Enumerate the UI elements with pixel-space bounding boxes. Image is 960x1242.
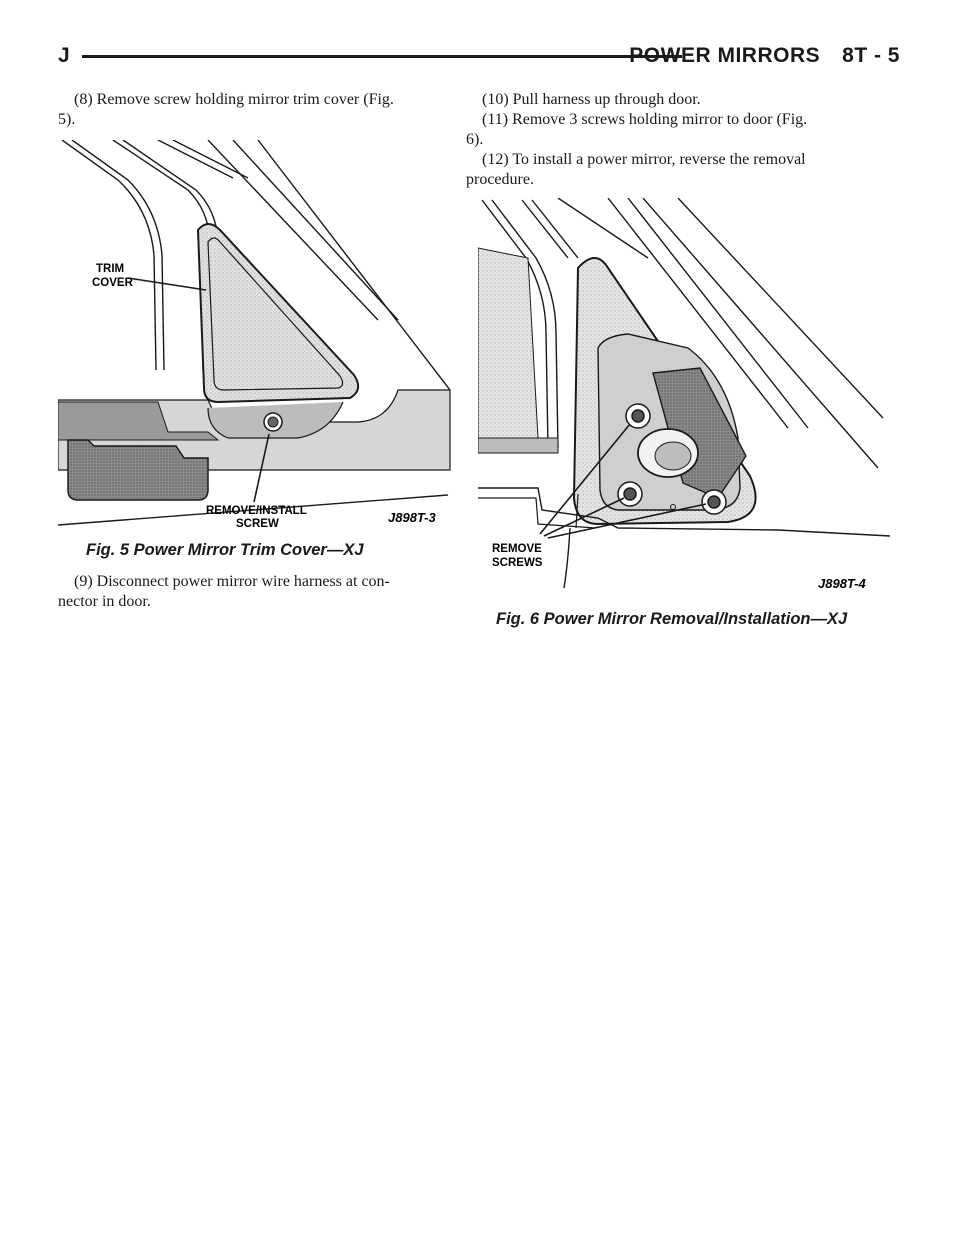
fig6-label-screws-1: REMOVE	[492, 543, 542, 555]
figure-5-trim-cover-illustration	[58, 140, 453, 530]
page-header	[58, 44, 900, 74]
page-title	[629, 44, 900, 68]
fig5-label-screw-2: SCREW	[236, 518, 279, 530]
step-11-line1: (11) Remove 3 screws holding mirror to door (Fig.	[482, 111, 808, 128]
page-number: 8T - 5	[842, 44, 900, 67]
section-title: POWER MIRRORS	[629, 44, 821, 67]
header-rule	[82, 55, 682, 58]
fig6-label-screws-2: SCREWS	[492, 557, 543, 569]
step-12-line1: (12) To install a power mirror, reverse the removal	[482, 151, 806, 168]
step-12-line2: procedure.	[466, 171, 534, 188]
fig5-label-trim-2: COVER	[92, 277, 133, 289]
fig6-code: J898T-4	[818, 576, 866, 591]
fig5-label-screw-1: REMOVE/INSTALL	[206, 505, 307, 517]
step-9-line2: nector in door.	[58, 593, 151, 610]
fig6-caption: Fig. 6 Power Mirror Removal/Installation—XJ	[496, 610, 848, 628]
step-9-line1: (9) Disconnect power mirror wire harness at con-	[74, 573, 390, 590]
step-8-line2: 5).	[58, 111, 76, 128]
fig5-label-trim-1: TRIM	[96, 263, 125, 275]
fig5-caption: Fig. 5 Power Mirror Trim Cover—XJ	[86, 541, 364, 559]
figure-6-mirror-removal-illustration	[478, 198, 890, 600]
step-11-line2: 6).	[466, 131, 484, 148]
fig5-code: J898T-3	[388, 510, 436, 525]
step-8-line1: (8) Remove screw holding mirror trim cover (Fig.	[74, 91, 394, 108]
section-letter: J	[58, 44, 70, 67]
step-10: (10) Pull harness up through door.	[482, 91, 701, 108]
